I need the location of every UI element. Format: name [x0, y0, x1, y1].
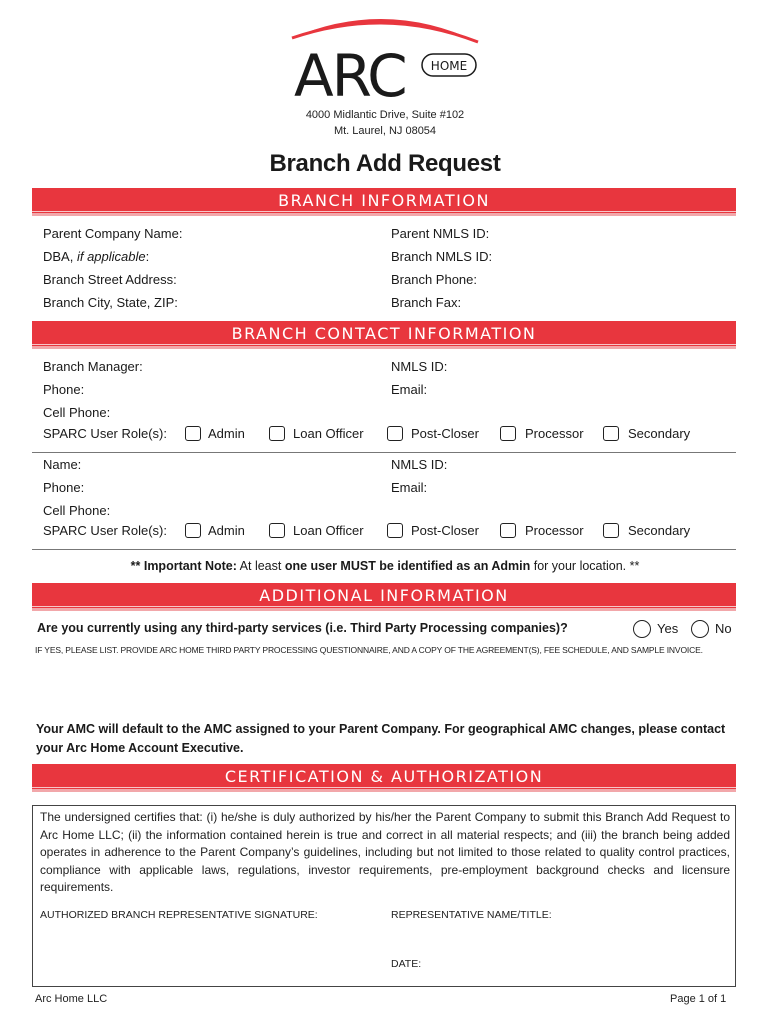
section-bar-branch-information [32, 188, 736, 216]
phone-label: Phone: [43, 382, 85, 397]
nmls-id-label: NMLS ID: [391, 359, 448, 374]
post-closer-checkbox-label-2: Post-Closer [411, 523, 479, 538]
address-line-1: 4000 Midlantic Drive, Suite #102 [305, 109, 465, 121]
phone-label-2: Phone: [43, 480, 85, 495]
date-label: DATE: [391, 958, 422, 970]
certification-text: The undersigned certifies that: (i) he/she is duly authorized by his/her the Parent Company to submit this Branch Add Request to Arc Home LLC; (ii) the information contained herein is true and correct in all material respects; and (iii) the branch being added operates in adherence to the Parent Company’s guidelines, including but not limited to those related to quality control practices, compliance with applicable laws, regulations, investor requirements, pre-employment background checks and licensure requirements. [40, 810, 730, 895]
post-closer-checkbox-2[interactable] [387, 523, 403, 538]
secondary-checkbox-label: Secondary [628, 426, 691, 441]
email-label-2: Email: [391, 480, 428, 495]
loan-officer-checkbox[interactable] [269, 426, 285, 441]
section-heading: BRANCH INFORMATION [278, 191, 490, 210]
footer-company: Arc Home LLC [35, 993, 108, 1005]
logo-text: ARC [294, 42, 406, 102]
section-heading: CERTIFICATION & AUTHORIZATION [224, 767, 544, 786]
post-closer-checkbox-label: Post-Closer [411, 426, 479, 441]
admin-checkbox-label-2: Admin [208, 523, 245, 538]
cell-phone-label-2: Cell Phone: [43, 503, 111, 518]
processor-checkbox-2[interactable] [500, 523, 516, 538]
page-title: Branch Add Request [269, 150, 501, 177]
yes-radio-label: Yes [657, 621, 679, 636]
branch-phone-label: Branch Phone: [391, 272, 478, 287]
third-party-instruction: IF YES, PLEASE LIST. PROVIDE ARC HOME THIRD PARTY PROCESSING QUESTIONNAIRE, AND A COPY OF THE AGREEMENT(S), FEE SCHEDULE, AND SAMPLE INVOICE. [35, 645, 703, 655]
city-state-zip-label: Branch City, State, ZIP: [43, 295, 178, 310]
post-closer-checkbox[interactable] [387, 426, 403, 441]
loan-officer-checkbox-label-2: Loan Officer [293, 523, 364, 538]
amc-note: Your AMC will default to the AMC assigned to your Parent Company. For geographical AMC changes, please contact your Arc Home Account Executive. [36, 722, 726, 755]
loan-officer-checkbox-label: Loan Officer [293, 426, 364, 441]
nmls-id-label-2: NMLS ID: [391, 457, 448, 472]
section-heading: BRANCH CONTACT INFORMATION [231, 324, 537, 343]
loan-officer-checkbox-2[interactable] [269, 523, 285, 538]
branch-manager-label: Branch Manager: [43, 359, 143, 374]
parent-nmls-label: Parent NMLS ID: [391, 226, 490, 241]
street-address-label: Branch Street Address: [43, 272, 177, 287]
name-title-label: REPRESENTATIVE NAME/TITLE: [391, 909, 552, 921]
section-heading: ADDITIONAL INFORMATION [259, 586, 509, 605]
processor-checkbox-label: Processor [525, 426, 584, 441]
logo-sub-text: HOME [430, 59, 468, 73]
secondary-checkbox[interactable] [603, 426, 619, 441]
sparc-roles-label: SPARC User Role(s): [43, 426, 168, 441]
yes-radio[interactable] [633, 620, 651, 638]
email-label: Email: [391, 382, 428, 397]
admin-checkbox[interactable] [185, 426, 201, 441]
cell-phone-label: Cell Phone: [43, 405, 111, 420]
no-radio-label: No [715, 621, 732, 636]
third-party-question: Are you currently using any third-party services (i.e. Third Party Processing companies)? [37, 621, 568, 635]
secondary-checkbox-label-2: Secondary [628, 523, 691, 538]
sparc-roles-label-2: SPARC User Role(s): [43, 523, 168, 538]
important-note: ** Important Note: At least one user MUST be identified as an Admin for your location. ** [130, 559, 640, 573]
admin-checkbox-label: Admin [208, 426, 245, 441]
parent-company-label: Parent Company Name: [43, 226, 183, 241]
section-bar-branch-contact [32, 321, 736, 349]
signature-label: AUTHORIZED BRANCH REPRESENTATIVE SIGNATURE: [40, 909, 318, 921]
address-line-2: Mt. Laurel, NJ 08054 [333, 125, 437, 137]
divider [32, 452, 736, 453]
section-bar-additional-information [32, 583, 736, 611]
secondary-checkbox-2[interactable] [603, 523, 619, 538]
arc-home-logo [290, 12, 480, 102]
processor-checkbox-label-2: Processor [525, 523, 584, 538]
branch-nmls-label: Branch NMLS ID: [391, 249, 493, 264]
section-bar-certification [32, 764, 736, 792]
branch-fax-label: Branch Fax: [391, 295, 462, 310]
footer-page-number: Page 1 of 1 [670, 993, 727, 1005]
dba-label: DBA, if applicable: [43, 249, 150, 264]
divider [32, 549, 736, 550]
no-radio[interactable] [691, 620, 709, 638]
name-label: Name: [43, 457, 82, 472]
processor-checkbox[interactable] [500, 426, 516, 441]
admin-checkbox-2[interactable] [185, 523, 201, 538]
